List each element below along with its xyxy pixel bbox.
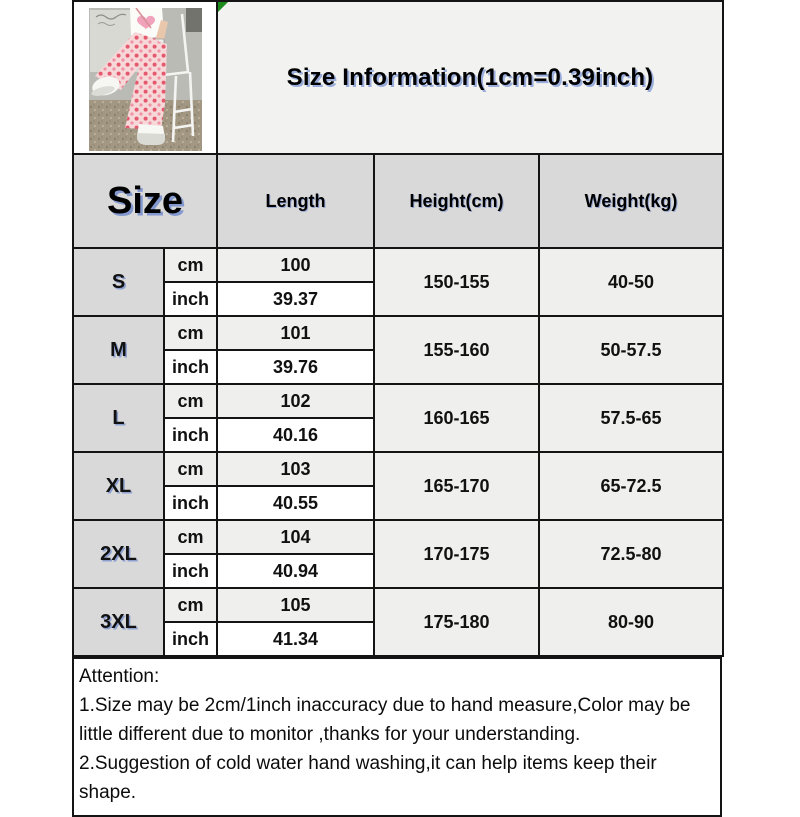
size-table — [72, 0, 724, 657]
photo-bottom-shoe-sole — [137, 133, 165, 145]
length-cm-value: 100 — [217, 248, 374, 282]
height-range-value: 160-165 — [374, 384, 539, 452]
length-cm-value: 101 — [217, 316, 374, 350]
unit-label-cm: cm — [164, 316, 217, 350]
unit-label-inch: inch — [164, 282, 217, 316]
attention-title: Attention: — [79, 666, 160, 687]
table-row-xl-cm — [73, 452, 723, 486]
length-inch-value: 41.34 — [217, 622, 374, 656]
unit-label-cm: cm — [164, 452, 217, 486]
column-header-row — [73, 154, 723, 248]
size-label-3xl: 3XL — [73, 588, 164, 656]
unit-label-cm: cm — [164, 248, 217, 282]
length-inch-value: 40.55 — [217, 486, 374, 520]
weight-range-value: 65-72.5 — [539, 452, 723, 520]
column-header-height: Height(cm) — [374, 154, 539, 248]
length-cm-value: 103 — [217, 452, 374, 486]
height-range-value: 165-170 — [374, 452, 539, 520]
size-label-s: S — [73, 248, 164, 316]
unit-label-inch: inch — [164, 350, 217, 384]
length-cm-value: 104 — [217, 520, 374, 554]
length-cm-value: 105 — [217, 588, 374, 622]
weight-range-value: 50-57.5 — [539, 316, 723, 384]
table-row-2xl-cm — [73, 520, 723, 554]
unit-label-inch: inch — [164, 622, 217, 656]
length-inch-value: 40.16 — [217, 418, 374, 452]
green-triangle-marker-icon — [218, 2, 228, 12]
length-inch-value: 39.76 — [217, 350, 374, 384]
attention-notes — [72, 657, 722, 817]
size-label-l: L — [73, 384, 164, 452]
length-inch-value: 39.37 — [217, 282, 374, 316]
size-information-title: Size Information(1cm=0.39inch) — [286, 63, 654, 91]
weight-range-value: 57.5-65 — [539, 384, 723, 452]
size-label-xl: XL — [73, 452, 164, 520]
top-row — [73, 1, 723, 154]
height-range-value: 155-160 — [374, 316, 539, 384]
table-row-s-cm — [73, 248, 723, 282]
unit-label-cm: cm — [164, 384, 217, 418]
height-range-value: 150-155 — [374, 248, 539, 316]
photo-dark-panel — [186, 8, 202, 32]
table-row-3xl-cm — [73, 588, 723, 622]
model-in-pink-floral-flare-pants-photo — [89, 8, 202, 151]
unit-label-cm: cm — [164, 588, 217, 622]
attention-note-1: 1.Size may be 2cm/1inch inaccuracy due to hand measure,Color may be little different due to monitor ,thanks for your understanding. — [79, 695, 691, 745]
height-range-value: 170-175 — [374, 520, 539, 588]
table-row-l-cm — [73, 384, 723, 418]
weight-range-value: 72.5-80 — [539, 520, 723, 588]
column-header-length: Length — [217, 154, 374, 248]
unit-label-inch: inch — [164, 554, 217, 588]
unit-label-inch: inch — [164, 486, 217, 520]
table-row-m-cm — [73, 316, 723, 350]
size-information-title-cell — [217, 1, 723, 154]
column-header-weight: Weight(kg) — [539, 154, 723, 248]
length-cm-value: 102 — [217, 384, 374, 418]
weight-range-value: 40-50 — [539, 248, 723, 316]
unit-label-inch: inch — [164, 418, 217, 452]
size-chart-sheet — [72, 0, 722, 817]
unit-label-cm: cm — [164, 520, 217, 554]
size-label-2xl: 2XL — [73, 520, 164, 588]
weight-range-value: 80-90 — [539, 588, 723, 656]
length-inch-value: 40.94 — [217, 554, 374, 588]
column-header-size: Size — [73, 154, 217, 248]
product-photo-cell — [73, 1, 217, 154]
height-range-value: 175-180 — [374, 588, 539, 656]
attention-note-2: 2.Suggestion of cold water hand washing,it can help items keep their shape. — [79, 753, 657, 803]
size-label-m: M — [73, 316, 164, 384]
